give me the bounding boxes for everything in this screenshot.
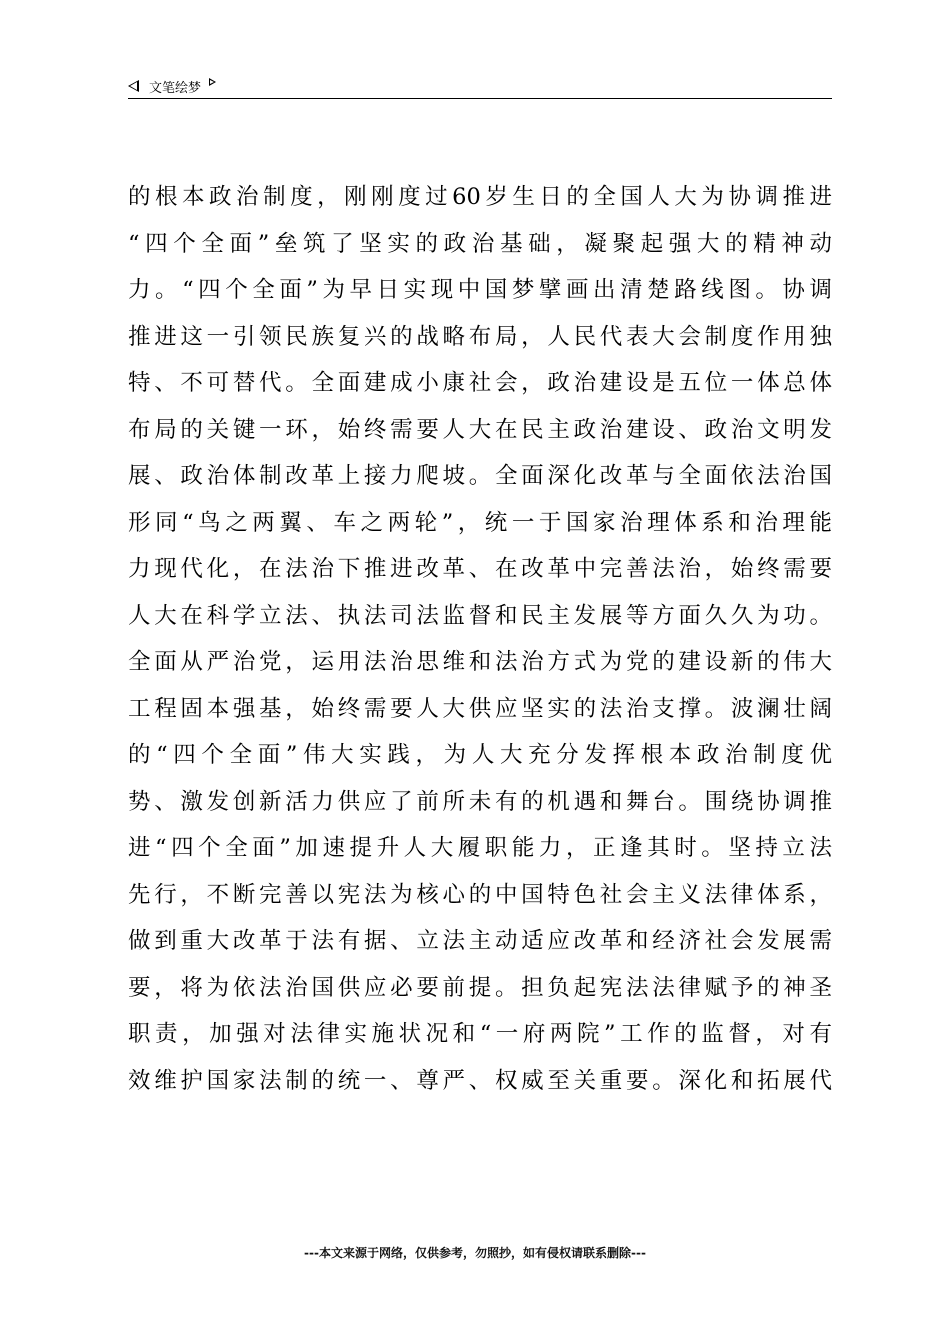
body-line: 全面从严治党，运用法治思维和法治方式为党的建设新的伟大	[128, 649, 832, 675]
body-line: 势、激发创新活力供应了前所未有的机遇和舞台。围绕协调推	[128, 788, 832, 815]
body-line: 先行，不断完善以宪法为核心的中国特色社会主义法律体系，	[128, 881, 832, 908]
body-line: 职责，加强对法律实施状况和“一府两院”工作的监督，对有	[128, 1021, 832, 1047]
body-line: 的“四个全面”伟大实践，为人大充分发挥根本政治制度优	[128, 742, 832, 768]
body-line: 布局的关键一环，始终需要人大在民主政治建设、政治文明发	[128, 416, 832, 443]
page-header	[128, 74, 832, 99]
body-line: 力。“四个全面”为早日实现中国梦擘画出清楚路线图。协调	[128, 277, 832, 303]
document-body	[128, 174, 832, 1104]
body-line: 要，将为依法治国供应必要前提。担负起宪法法律赋予的神圣	[128, 974, 832, 1001]
body-line: 推进这一引领民族复兴的战略布局，人民代表大会制度作用独	[128, 323, 832, 350]
body-line: 人大在科学立法、执法司法监督和民主发展等方面久久为功。	[128, 602, 832, 629]
body-line: 展、政治体制改革上接力爬坡。全面深化改革与全面依法治国	[128, 463, 832, 489]
body-line: 效维护国家法制的统一、尊严、权威至关重要。深化和拓展代	[128, 1067, 832, 1094]
body-line: 力现代化，在法治下推进改革、在改革中完善法治，始终需要	[128, 556, 832, 582]
body-line: 形同“鸟之两翼、车之两轮”，统一于国家治理体系和治理能	[128, 509, 832, 536]
body-line: 进“四个全面”加速提升人大履职能力，正逢其时。坚持立法	[128, 835, 832, 861]
body-line: “四个全面”垒筑了坚实的政治基础，凝聚起强大的精神动	[128, 230, 832, 257]
triangle-right-icon	[209, 78, 216, 86]
triangle-left-icon	[128, 80, 139, 92]
body-line: 特、不可替代。全面建成小康社会，政治建设是五位一体总体	[128, 370, 832, 396]
page-footer: ---本文来源于网络，仅供参考，勿照抄，如有侵权请联系删除---	[304, 1246, 646, 1260]
header-title: 文笔绘梦	[149, 80, 202, 96]
body-line: 工程固本强基，始终需要人大供应坚实的法治支撑。波澜壮阔	[128, 695, 832, 722]
body-line: 的根本政治制度，刚刚度过60岁生日的全国人大为协调推进	[128, 184, 832, 210]
body-line: 做到重大改革于法有据、立法主动适应改革和经济社会发展需	[128, 928, 832, 954]
